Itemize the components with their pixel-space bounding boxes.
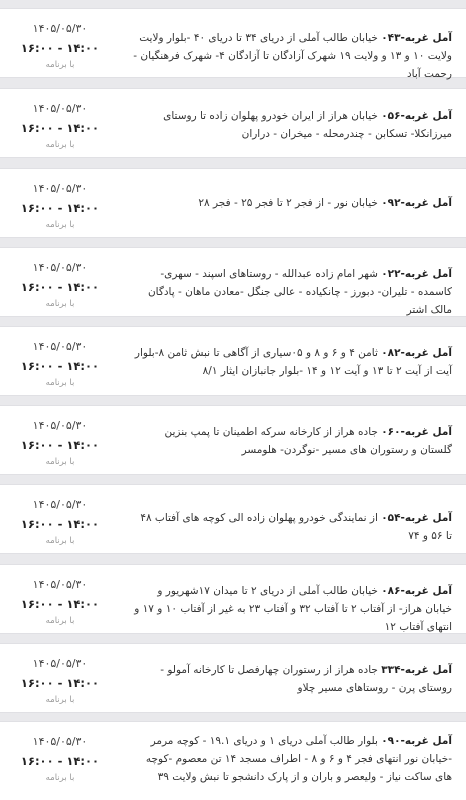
outage-meta	[14, 734, 106, 784]
outage-time: ۱۶:۰۰ - ۱۴:۰۰	[20, 517, 100, 531]
outage-areas: جاده هراز از رستوران چهارفصل تا کارخانه آمولو - روستای پرن - روستاهای مسیر چلاو	[160, 664, 452, 694]
outage-date: ۱۴۰۵/۰۵/۳۰	[32, 22, 88, 35]
outage-description	[132, 582, 452, 636]
outage-code: -۰۵۶	[381, 110, 405, 122]
outage-meta	[14, 339, 106, 389]
outage-description	[132, 732, 452, 786]
outage-title: آمل غربه	[404, 268, 452, 280]
outage-areas: از نمایندگی خودرو پهلوان زاده الی کوچه های آفتاب ۴۸ تا ۵۶ و ۷۴	[140, 512, 452, 542]
outage-card[interactable]	[0, 8, 466, 78]
outage-date: ۱۴۰۵/۰۵/۳۰	[32, 498, 88, 511]
outage-title: آمل غربه	[404, 32, 452, 44]
outage-time: ۱۶:۰۰ - ۱۴:۰۰	[20, 597, 100, 611]
outage-status: با برنامه	[45, 140, 75, 150]
outage-title: آمل غربه	[404, 347, 452, 359]
outage-description	[132, 265, 452, 319]
outage-date: ۱۴۰۵/۰۵/۳۰	[32, 340, 88, 353]
outage-time: ۱۶:۰۰ - ۱۴:۰۰	[20, 201, 100, 215]
outage-meta	[14, 260, 106, 310]
outage-meta	[14, 497, 106, 547]
outage-code: -۰۹۲	[381, 197, 405, 209]
outage-areas: خیابان طالب آملی از دریای ۳۴ تا دریای ۴۰ -بلوار ولایت ولایت ۱۰ و ۱۳ و ولایت ۱۹ شهرک آزادگان تا آزادگان ۴- شهرک فرهنگیان - رحمت آباد	[133, 32, 452, 80]
outage-status: با برنامه	[45, 60, 75, 70]
outage-title: آمل غربه	[404, 110, 452, 122]
outage-time: ۱۶:۰۰ - ۱۴:۰۰	[20, 359, 100, 373]
outage-areas: خیابان هراز از ایران خودرو پهلوان زاده تا روستای میرزانکلا- تسکابن - چندرمحله - میخران - دراران	[163, 110, 452, 140]
outage-meta	[14, 21, 106, 71]
outage-title: آمل غربه	[404, 426, 452, 438]
outage-code: -۰۲۲	[381, 268, 405, 280]
outage-status: با برنامه	[45, 457, 75, 467]
outage-meta	[14, 418, 106, 468]
outage-time: ۱۶:۰۰ - ۱۴:۰۰	[20, 438, 100, 452]
outage-meta	[14, 577, 106, 627]
outage-status: با برنامه	[45, 616, 75, 626]
outage-card[interactable]	[0, 405, 466, 475]
outage-description	[132, 509, 452, 545]
outage-areas: ثامن ۴ و ۶ و ۸ و ۰۵سیاری از آگاهی تا نبش ثامن ۸-بلوار آیت از آیت ۲ تا ۱۳ و آیت ۱۲ و ۱۴ -بلوار جانبازان ایثار ۸/۱	[134, 347, 452, 377]
outage-description	[132, 194, 452, 212]
outage-areas: بلوار طالب آملی دریای ۱ و دریای ۱۹.۱ - کوچه مرمر -خیابان نور انتهای فجر ۴ و ۶ و ۸ - اطراف مسجد ۱۴ تن معصوم -کوچه های ساکت نیاز - ولیعصر و باران و از پارک دانشجو تا نبش ولایت ۳۹	[145, 735, 452, 783]
outage-code: -۰۸۲	[381, 347, 405, 359]
outage-time: ۱۶:۰۰ - ۱۴:۰۰	[20, 754, 100, 768]
outage-date: ۱۴۰۵/۰۵/۳۰	[32, 102, 88, 115]
outage-code: -۰۵۴	[381, 512, 405, 524]
outage-code: -۰۴۳	[381, 32, 405, 44]
outage-date: ۱۴۰۵/۰۵/۳۰	[32, 735, 88, 748]
outage-code: -۳۳۴	[381, 664, 405, 676]
outage-areas: شهر امام زاده عبدالله - روستاهای اسپند - سهری- کاسمده - تلیران- دبورز - چانکیاده - عالی جنگل -معادن ماهان - پادگان مالک اشتر	[147, 268, 452, 316]
outage-card[interactable]	[0, 88, 466, 158]
outage-time: ۱۶:۰۰ - ۱۴:۰۰	[20, 121, 100, 135]
outage-areas: خیابان نور - از فجر ۲ تا فجر ۲۵ - فجر ۲۸	[198, 197, 382, 209]
outage-status: با برنامه	[45, 536, 75, 546]
outage-title: آمل غربه	[404, 735, 452, 747]
outage-time: ۱۶:۰۰ - ۱۴:۰۰	[20, 280, 100, 294]
outage-description	[132, 29, 452, 83]
outage-card[interactable]	[0, 247, 466, 317]
outage-status: با برنامه	[45, 695, 75, 705]
outage-title: آمل غربه	[404, 512, 452, 524]
outage-date: ۱۴۰۵/۰۵/۳۰	[32, 657, 88, 670]
outage-areas: خیابان طالب آملی از دریای ۲ تا میدان ۱۷شهریور و خیابان هراز- از آفتاب ۲ تا آفتاب ۳۲ و آفتاب ۲۳ به غیر از آفتاب ۱۰ و ۱۷ و انتهای آفتاب ۱۲	[134, 585, 452, 633]
outage-card[interactable]	[0, 721, 466, 800]
outage-description	[132, 344, 452, 380]
outage-card[interactable]	[0, 168, 466, 238]
outage-title: آمل غربه	[404, 664, 452, 676]
outage-date: ۱۴۰۵/۰۵/۳۰	[32, 419, 88, 432]
outage-card[interactable]	[0, 484, 466, 554]
outage-time: ۱۶:۰۰ - ۱۴:۰۰	[20, 41, 100, 55]
outage-meta	[14, 181, 106, 231]
outage-title: آمل غربه	[404, 197, 452, 209]
outage-meta	[14, 656, 106, 706]
outage-status: با برنامه	[45, 378, 75, 388]
outage-description	[132, 423, 452, 459]
outage-title: آمل غربه	[404, 585, 452, 597]
outage-time: ۱۶:۰۰ - ۱۴:۰۰	[20, 676, 100, 690]
outage-date: ۱۴۰۵/۰۵/۳۰	[32, 182, 88, 195]
outage-meta	[14, 101, 106, 151]
outage-date: ۱۴۰۵/۰۵/۳۰	[32, 261, 88, 274]
outage-status: با برنامه	[45, 220, 75, 230]
outage-description	[132, 107, 452, 143]
outage-status: با برنامه	[45, 773, 75, 783]
outage-date: ۱۴۰۵/۰۵/۳۰	[32, 578, 88, 591]
outage-card[interactable]	[0, 564, 466, 634]
outage-code: -۰۶۰	[381, 426, 405, 438]
outage-areas: جاده هراز از کارخانه سرکه اطمینان تا پمپ بنزین گلستان و رستوران های مسیر -نوگردن- هلومسر	[164, 426, 452, 456]
outage-card[interactable]	[0, 643, 466, 713]
outage-code: -۰۹۰	[381, 735, 405, 747]
outage-description	[132, 661, 452, 697]
outage-card[interactable]	[0, 326, 466, 396]
outage-code: -۰۸۶	[381, 585, 405, 597]
outage-status: با برنامه	[45, 299, 75, 309]
